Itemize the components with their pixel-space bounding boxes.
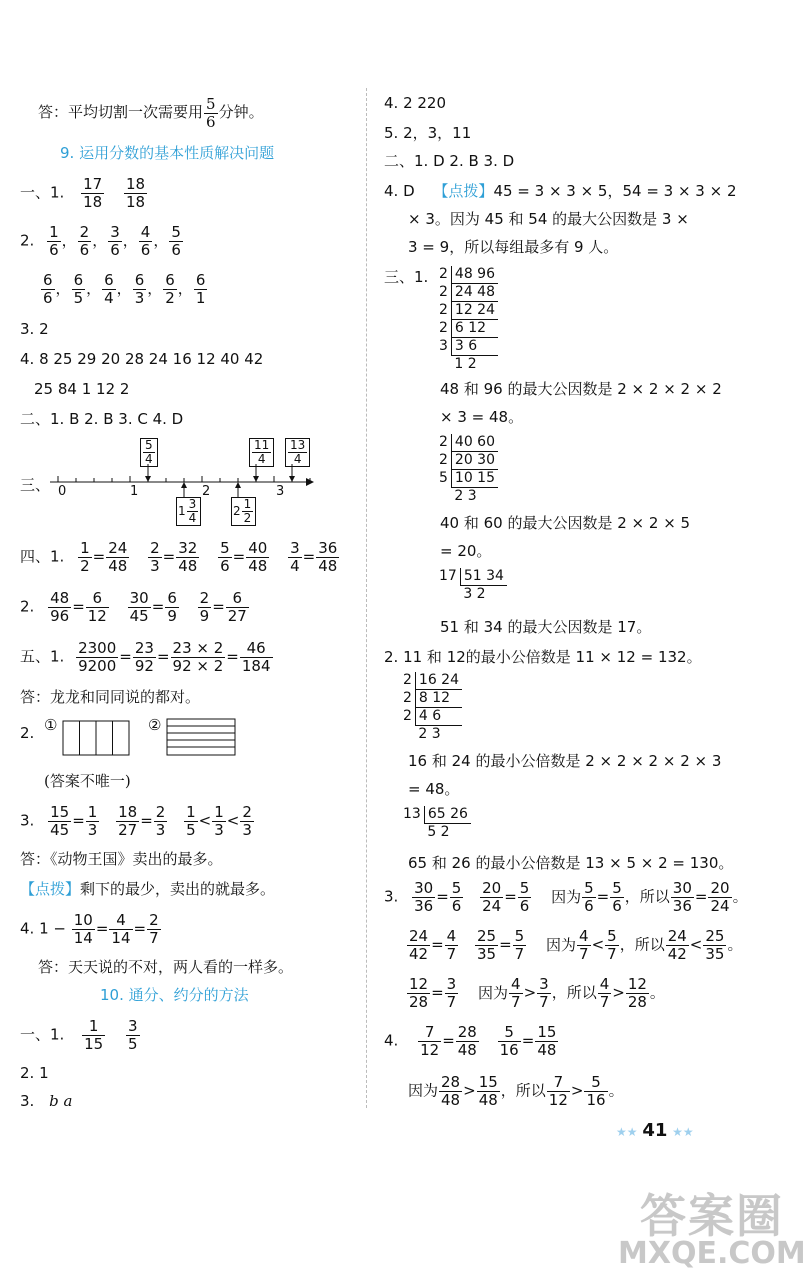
nl-tick-1: 1	[130, 484, 139, 499]
fraction: $\frac{5}{6}$	[206, 95, 216, 131]
q5-4-answer: 答：天天说的不对，两人看的一样多。	[38, 958, 294, 976]
q5-2-mark-2: ②	[148, 716, 162, 734]
watermark-url: MXQE.COM	[618, 1236, 806, 1271]
r-q4d-line1: 4. D 【点拨】45 = 3 × 3 × 5，54 = 3 × 3 × 2	[384, 182, 737, 200]
s10-q1: 一、1. $\frac{1}{15}$ $\frac{3}{5}$	[20, 1017, 138, 1053]
nl-arrowhead	[253, 476, 259, 482]
q2-choices: 二、1. B 2. B 3. C 4. D	[20, 410, 184, 428]
q1-4b: 25 84 1 12 2	[34, 380, 130, 398]
fraction: $\frac{18}{18}$	[125, 175, 146, 211]
nl-arrowhead	[289, 476, 295, 482]
r-q4b-line2: 因为 $\frac{28}{48}$ > $\frac{15}{48}$ ，所以 $\frac{7}{12}$ > $\frac{5}{16}$ 。	[408, 1073, 624, 1109]
gcd-40-60-b: = 20。	[440, 542, 492, 560]
answer-text: 平均切割一次需要用	[68, 103, 204, 121]
r-q3-line1: 3. $\frac{30}{36}$ = $\frac{5}{6}$ $\frac{20}{24}$ = $\frac{5}{6}$ 因为 $\frac{5}{6}$ = $\frac{5}{6}$ ，所以 $\frac{30}{36}$ = $\frac{20}{24}$ 。	[384, 879, 748, 915]
q5-3: 3. $\frac{15}{45}$ = $\frac{1}{3}$ $\frac{18}{27}$ = $\frac{2}{3}$ $\frac{1}{5}$ < $\frac{1}{3}$ < $\frac{2}{3}$	[20, 803, 252, 839]
nl-tick-2: 2	[202, 484, 211, 499]
fraction: $\frac{5}{6}$	[171, 223, 181, 259]
fraction: $\frac{6}{2}$	[165, 271, 175, 307]
nl-arrowhead	[181, 482, 187, 488]
q1-3: 3. 2	[20, 320, 49, 338]
page-number: 41	[642, 1120, 668, 1141]
q3-label: 三、	[20, 476, 51, 494]
gcd-51-34: 51 和 34 的最大公因数是 17。	[440, 618, 652, 636]
r-q5: 5. 2，3，11	[384, 124, 472, 142]
nl-box-1-3-4: 1 $\frac{3}{4}$	[176, 497, 201, 526]
gcd-48-96-a: 48 和 96 的最大公因数是 2 × 2 × 2 × 2	[440, 380, 722, 398]
gcd-40-60-a: 40 和 60 的最大公因数是 2 × 2 × 5	[440, 514, 691, 532]
hint-tag: 【点拨】	[433, 182, 494, 200]
answer-label: 答：	[38, 103, 69, 121]
fraction: $\frac{4}{6}$	[140, 223, 151, 259]
section-10-title: 10. 通分、约分的方法	[100, 986, 249, 1004]
nl-box-13-4: $\frac{13}{4}$	[285, 438, 310, 467]
q5-3-hint: 【点拨】剩下的最少，卖出的就最多。	[20, 880, 276, 898]
lcm-16-24-b: = 48。	[408, 780, 460, 798]
q1-2: 2. $\frac{1}{6}$ ， $\frac{2}{6}$ ， $\frac{3}{6}$ ， $\frac{4}{6}$ ， $\frac{5}{6}$	[20, 223, 181, 259]
page-number-area	[616, 1120, 694, 1141]
answer-line-1: 答：平均切割一次需要用 $\frac{5}{6}$ 分钟。	[38, 95, 264, 131]
q4-1: 四、1. $\frac{1}{2}$ = $\frac{24}{48}$ $\frac{2}{3}$ = $\frac{32}{48}$ $\frac{5}{6}$ = $\frac{40}{48}$ $\frac{3}{4}$ = $\frac{36}{48}$	[20, 539, 338, 575]
r-q4d-line3: 3 = 9，所以每组最多有 9 人。	[408, 238, 619, 256]
star-icon: ★	[672, 1125, 683, 1139]
division-ladder-65-26: 13 65 26 5 2	[400, 806, 471, 841]
s10-q3: 3. b a	[20, 1092, 73, 1110]
division-ladder-51-34: 17 51 34 3 2	[436, 568, 507, 603]
nl-arrowhead	[145, 476, 151, 482]
fraction: $\frac{6}{5}$	[73, 271, 84, 307]
nl-box-11-4: $\frac{11}{4}$	[249, 438, 274, 467]
r-q4: 4. 2 220	[384, 94, 447, 112]
nl-box-5-4: $\frac{5}{4}$	[140, 438, 158, 467]
fraction: $\frac{6}{3}$	[134, 271, 145, 307]
gcd-48-96-b: × 3 = 48。	[440, 408, 524, 426]
star-icon: ★	[682, 1125, 694, 1139]
star-icon: ★	[626, 1125, 638, 1139]
q5-2-note: (答案不唯一)	[44, 772, 131, 790]
r-three: 三、1.	[384, 268, 429, 286]
nl-tick-3: 3	[276, 484, 285, 499]
nl-tick-0: 0	[58, 484, 67, 499]
nl-arrowhead	[235, 482, 241, 488]
q5-2-label: 2.	[20, 724, 35, 742]
fraction: $\frac{3}{6}$	[110, 223, 120, 259]
column-separator	[366, 88, 367, 1108]
division-ladder-16-24: 2 16 24 2 8 12 2 4 6 2 3	[400, 672, 462, 743]
rect-vertical-divisions	[62, 720, 132, 758]
fraction: $\frac{17}{18}$	[83, 175, 103, 211]
q5-1-answer: 答：龙龙和同同说的都对。	[20, 688, 201, 706]
q5-1: 五、1. $\frac{2300}{9200}$ = $\frac{23}{92}$ = $\frac{23 \times 2}{92 \times 2}$ = $\frac{46}{184}$	[20, 639, 271, 675]
fraction: $\frac{1}{6}$	[49, 223, 59, 259]
r-two: 二、1. D 2. B 3. D	[384, 152, 515, 170]
fraction: $\frac{6}{4}$	[104, 271, 114, 307]
r-q4b-line1: 4. $\frac{7}{12}$ = $\frac{28}{48}$ $\frac{5}{16}$ = $\frac{15}{48}$	[384, 1023, 557, 1059]
r-q4d-line2: × 3。因为 45 和 54 的最大公因数是 3 ×	[408, 210, 689, 228]
section-9-title: 9. 运用分数的基本性质解决问题	[60, 144, 275, 162]
q1-4: 4. 8 25 29 20 28 24 16 12 40 42	[20, 350, 264, 368]
s10-q2: 2. 1	[20, 1064, 49, 1082]
rect-horizontal-divisions	[166, 718, 238, 758]
q5-2-mark-1: ①	[44, 716, 58, 734]
lcm-65-26: 65 和 26 的最小公倍数是 13 × 5 × 2 = 130。	[408, 854, 734, 872]
r-q3-line3: $\frac{12}{28}$ = $\frac{3}{7}$ 因为 $\frac{4}{7}$ > $\frac{3}{7}$ ，所以 $\frac{4}{7}$ > $\frac{12}{28}$ 。	[409, 975, 665, 1011]
q5-4: 4. 1 − $\frac{10}{14}$ = $\frac{4}{14}$ = $\frac{2}{7}$	[20, 911, 159, 947]
division-ladder-40-60: 2 40 60 2 20 30 5 10 15 2 3	[436, 434, 498, 505]
r-q3-line2: $\frac{24}{42}$ = $\frac{4}{7}$ $\frac{25}{35}$ = $\frac{5}{7}$ 因为 $\frac{4}{7}$ < $\frac{5}{7}$ ，所以 $\frac{24}{42}$ < $\frac{25}{35}$ 。	[409, 927, 743, 963]
fraction: $\frac{6}{1}$	[195, 271, 206, 307]
q1-1: 一、1. $\frac{17}{18}$ $\frac{18}{18}$	[20, 175, 146, 211]
fraction: $\frac{2}{6}$	[79, 223, 90, 259]
division-ladder-48-96: 2 48 96 2 24 48 2 12 24 2 6 12 3 3 6 1 2	[436, 266, 498, 373]
fraction: $\frac{6}{6}$	[43, 271, 53, 307]
star-icon: ★	[616, 1125, 627, 1139]
watermark-logo: 答案圈	[640, 1189, 784, 1243]
hint-tag: 【点拨】	[20, 880, 81, 898]
lcm-16-24-a: 16 和 24 的最小公倍数是 2 × 2 × 2 × 2 × 3	[408, 752, 722, 770]
nl-box-2-1-2: 2 $\frac{1}{2}$	[231, 497, 256, 526]
q5-3-answer: 答：《动物王国》卖出的最多。	[20, 850, 223, 868]
q1-2b: $\frac{6}{6}$ ， $\frac{6}{5}$ ， $\frac{6}{4}$ ， $\frac{6}{3}$ ， $\frac{6}{2}$ ， $\frac{6}{1}$	[43, 271, 206, 307]
lcm-11-12: 2. 11 和 12的最小公倍数是 11 × 12 = 132。	[384, 648, 702, 666]
q4-2: 2. $\frac{48}{96}$ = $\frac{6}{12}$ $\frac{30}{45}$ = $\frac{6}{9}$ $\frac{2}{9}$ = $\frac{6}{27}$	[20, 589, 247, 625]
